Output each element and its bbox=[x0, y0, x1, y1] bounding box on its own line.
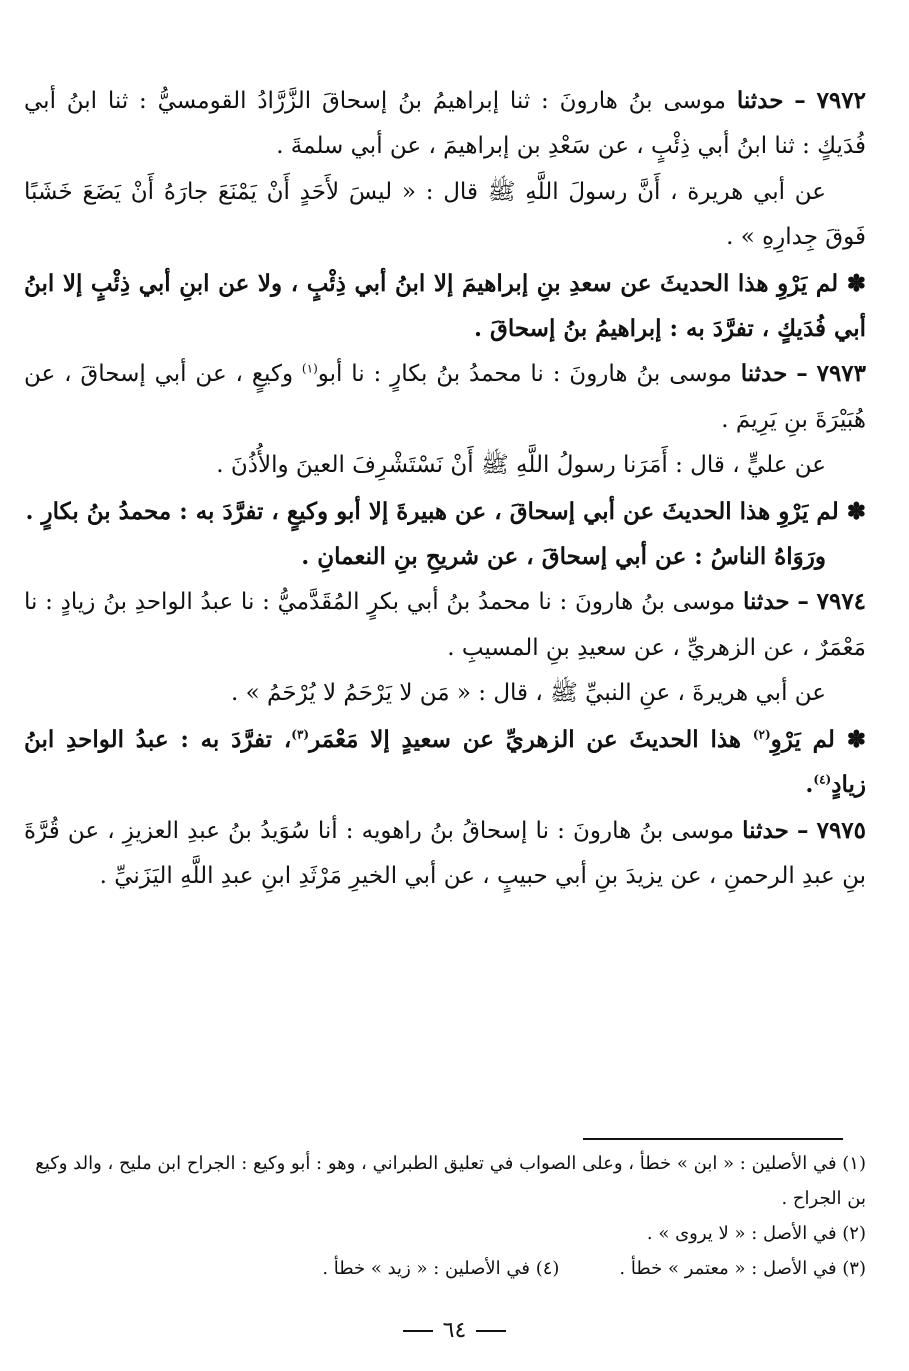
hadith-7972-matn: عن أبي هريرة ، أَنَّ رسولَ اللَّهِ ﷺ قال : « ليسَ لأَحَدٍ أَنْ يَمْنَعَ جارَهُ أَنْ يَضَعَ خَشَبًا فَوقَ جِدارِهِ » . bbox=[24, 178, 866, 251]
comment-part: ، تفرَّدَ به : عبدُ الواحدِ ابنُ زيادٍ bbox=[24, 725, 866, 799]
page-number bbox=[0, 1318, 909, 1343]
dash: – bbox=[794, 87, 806, 114]
hadith-7973-isnad bbox=[24, 351, 866, 443]
footnote-ref-3: (٣) bbox=[291, 727, 310, 742]
page-number-dash bbox=[403, 1330, 433, 1332]
hadith-7975-isnad bbox=[24, 808, 866, 900]
comment-part: هذا الحديثَ عن الزهريِّ عن سعيدٍ إلا مَعْمَر bbox=[309, 725, 753, 753]
footnote-ref-1: (١) bbox=[301, 361, 318, 376]
isnad-text-cont: وكيعٍ ، عن أبي إسحاقَ ، عن هُبَيْرَةَ بنِ يَرِيمَ . bbox=[24, 361, 866, 433]
hadith-7972-comment: ✽ لم يَرْوِ هذا الحديثَ عن سعدِ بنِ إبراهيمَ إلا ابنُ أبي ذِئْبٍ ، ولا عن ابنِ أبي ذِئْبٍ إلا ابنُ أبي فُدَيكٍ ، تفرَّدَ به : إبراهيمُ بنُ إسحاقَ . bbox=[24, 269, 866, 343]
page-number-dash bbox=[476, 1330, 506, 1332]
footnote-1: (١) في الأصلين : « ابن » خطأ ، وعلى الصواب في تعليق الطبراني ، وهو : أبو وكيع : الجراح ابن مليح ، والد وكيع بن الجراح . bbox=[35, 1153, 866, 1209]
hadith-number: ٧٩٧٢ bbox=[816, 87, 866, 114]
hadith-7974-comment bbox=[24, 717, 866, 808]
comment-part: . bbox=[805, 771, 814, 799]
footnote-3: (٣) في الأصل : « معتمر » خطأ . bbox=[619, 1258, 866, 1279]
isnad-lead: حدثنا bbox=[736, 87, 784, 114]
footnotes bbox=[24, 1146, 866, 1286]
footnote-row-3-4 bbox=[24, 1251, 866, 1286]
dash: – bbox=[796, 816, 809, 844]
isnad-text: موسى بنُ هارونَ : ثنا إبراهيمُ بنُ إسحاقَ الزَّرَّادُ القومسيُّ : ثنا ابنُ أبي فُدَيكٍ : ثنا ابنُ أبي ذِئْبٍ ، عن سَعْدِ بن إبراهيمَ ، عن أبي سلمةَ . bbox=[24, 88, 866, 160]
hadith-number: ٧٩٧٣ bbox=[816, 360, 867, 388]
isnad-lead: حدثنا bbox=[740, 360, 788, 388]
footnote-4: (٤) في الأصلين : « زيد » خطأ . bbox=[322, 1258, 560, 1279]
hadith-7974-isnad bbox=[24, 579, 866, 671]
hadith-7973-comment: ✽ لم يَرْوِ هذا الحديثَ عن أبي إسحاقَ ، عن هبيرةَ إلا أبو وكيعٍ ، تفرَّدَ به : محمدُ بنُ بكارٍ . bbox=[25, 497, 866, 525]
dash: – bbox=[797, 588, 809, 616]
dash: – bbox=[796, 360, 808, 388]
footnote-divider bbox=[583, 1138, 843, 1140]
main-text bbox=[24, 78, 866, 899]
footnote-ref-2: (٢) bbox=[752, 727, 771, 742]
hadith-7973-note: ورَوَاهُ الناسُ : عن أبي إسحاقَ ، عن شريحِ بنِ النعمانِ . bbox=[301, 543, 826, 571]
isnad-text: موسى بنُ هارونَ : نا إسحاقُ بنُ راهويه : أنا سُوَيدُ بنُ عبدِ العزيزِ ، عن قُرَّةَ بنِ عبدِ الرحمنِ ، عن يزيدَ بنِ أبي حبيبٍ ، عن أبي الخيرِ مَرْثَدِ ابنِ عبدِ اللَّهِ اليَزَنيِّ . bbox=[24, 817, 866, 889]
hadith-number: ٧٩٧٥ bbox=[816, 816, 867, 844]
isnad-text: موسى بنُ هارونَ : نا محمدُ بنُ بكارٍ : نا أبو bbox=[317, 361, 741, 388]
hadith-number: ٧٩٧٤ bbox=[816, 588, 867, 616]
hadith-7974-matn: عن أبي هريرةَ ، عنِ النبيِّ ﷺ ، قال : « مَن لا يَرْحَمُ لا يُرْحَمُ » . bbox=[231, 680, 826, 707]
isnad-text: موسى بنُ هارونَ : نا محمدُ بنُ أبي بكرٍ المُقَدَّميُّ : نا عبدُ الواحدِ بنُ زيادٍ : نا مَعْمَرٌ ، عن الزهريِّ ، عن سعيدِ بنِ المسيبِ . bbox=[24, 589, 866, 661]
hadith-7973-matn: عن عليٍّ ، قال : أَمَرَنا رسولُ اللَّهِ ﷺ أَنْ نَسْتَشْرِفَ العينَ والأُذُنَ . bbox=[216, 452, 826, 479]
isnad-lead: حدثنا bbox=[742, 588, 790, 616]
isnad-lead: حدثنا bbox=[742, 816, 789, 844]
footnote-ref-4: (٤) bbox=[813, 772, 832, 787]
footnote-2: (٢) في الأصل : « لا يروى » . bbox=[646, 1223, 866, 1244]
hadith-7972-isnad bbox=[24, 78, 866, 170]
page-number-value: ٦٤ bbox=[442, 1318, 467, 1343]
comment-part: ✽ لم يَرْوِ bbox=[770, 725, 866, 753]
